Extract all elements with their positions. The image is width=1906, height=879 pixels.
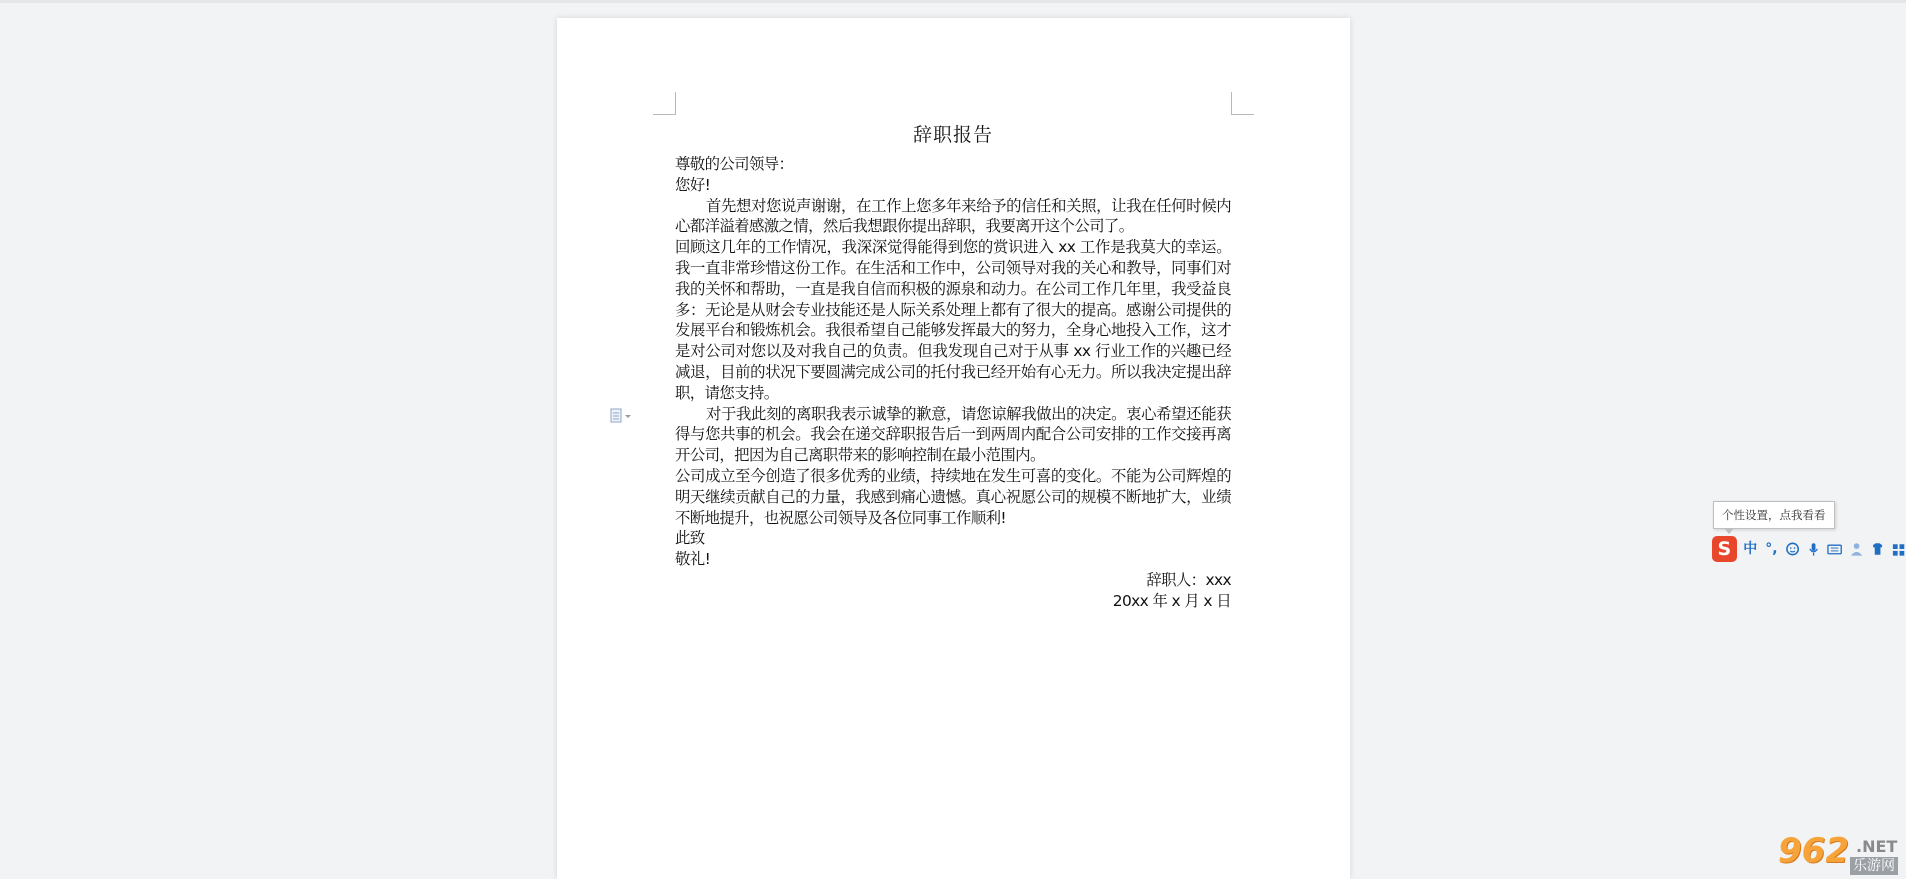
toolbox-icon[interactable] xyxy=(1891,540,1906,558)
watermark-suffix: .NET xyxy=(1856,837,1898,856)
keyboard-icon[interactable] xyxy=(1827,540,1842,558)
paragraph-4[interactable]: 公司成立至今创造了很多优秀的业绩，持续地在发生可喜的变化。不能为公司辉煌的明天继续贡献自己的力量，我感到痛心遗憾。真心祝愿公司的规模不断地扩大，业绩不断地提升，也祝愿公司领导及各位同事工作顺利! xyxy=(675,466,1231,527)
ime-mode-toggle[interactable]: 中 xyxy=(1743,541,1758,557)
user-icon[interactable] xyxy=(1849,540,1864,558)
ime-punctuation-toggle[interactable]: °, xyxy=(1765,541,1778,557)
document-title[interactable]: 辞职报告 xyxy=(912,124,993,146)
paragraph-options-icon[interactable] xyxy=(610,408,636,424)
ime-toolbar[interactable] xyxy=(1712,535,1906,563)
paragraph-2[interactable]: 回顾这几年的工作情况，我深深觉得能得到您的赏识进入 xx 工作是我莫大的幸运。我一直非常珍惜这份工作。在生活和工作中，公司领导对我的关心和教导，同事们对我的关怀和帮助，一直是我自信而积极的源泉和动力。在公司工作几年里，我受益良多：无论是从财会专业技能还是人际关系处理上都有了很大的提高。感谢公司提供的发展平台和锻炼机会。我很希望自己能够发挥最大的努力，全身心地投入工作，这才是对公司对您以及对我自己的负责。但我发现自己对于从事 xx 行业工作的兴趣已经减退，目前的状况下要圆满完成公司的托付我已经开始有心无力。所以我决定提出辞职，请您支持。 xyxy=(675,238,1231,402)
document-page[interactable] xyxy=(557,18,1350,879)
skin-icon[interactable] xyxy=(1870,540,1885,558)
document-body[interactable] xyxy=(675,120,1231,612)
salutation[interactable]: 尊敬的公司领导： xyxy=(675,155,794,173)
closing-line-1[interactable]: 此致 xyxy=(675,529,705,548)
paragraph-3[interactable]: 对于我此刻的离职我表示诚挚的歉意，请您谅解我做出的决定。衷心希望还能获得与您共事的机会。我会在递交辞职报告后一到两周内配合公司安排的工作交接再离开公司，把因为自己离职带来的影响控制在最小范围内。 xyxy=(675,404,1231,465)
ime-tooltip: 个性设置，点我看看 xyxy=(1713,501,1835,529)
watermark-number: 962 xyxy=(1778,831,1849,871)
date[interactable]: 20xx 年 x 月 x 日 xyxy=(1112,591,1231,610)
top-border xyxy=(0,0,1906,3)
margin-corner-top-right xyxy=(1231,92,1254,115)
closing-line-2[interactable]: 敬礼! xyxy=(675,550,711,569)
paragraph-1[interactable]: 首先想对您说声谢谢，在工作上您多年来给予的信任和关照，让我在任何时候内心都洋溢着感激之情，然后我想跟你提出辞职，我要离开这个公司了。 xyxy=(675,196,1231,236)
margin-corner-top-left xyxy=(653,92,676,115)
signature[interactable]: 辞职人：xxx xyxy=(1146,570,1231,589)
microphone-icon[interactable] xyxy=(1806,540,1821,558)
greeting[interactable]: 您好! xyxy=(675,175,711,194)
smiley-icon[interactable] xyxy=(1785,540,1800,558)
site-watermark xyxy=(1768,831,1906,879)
sogou-logo-icon[interactable]: S xyxy=(1712,536,1737,562)
watermark-cn: 乐游网 xyxy=(1850,857,1898,875)
